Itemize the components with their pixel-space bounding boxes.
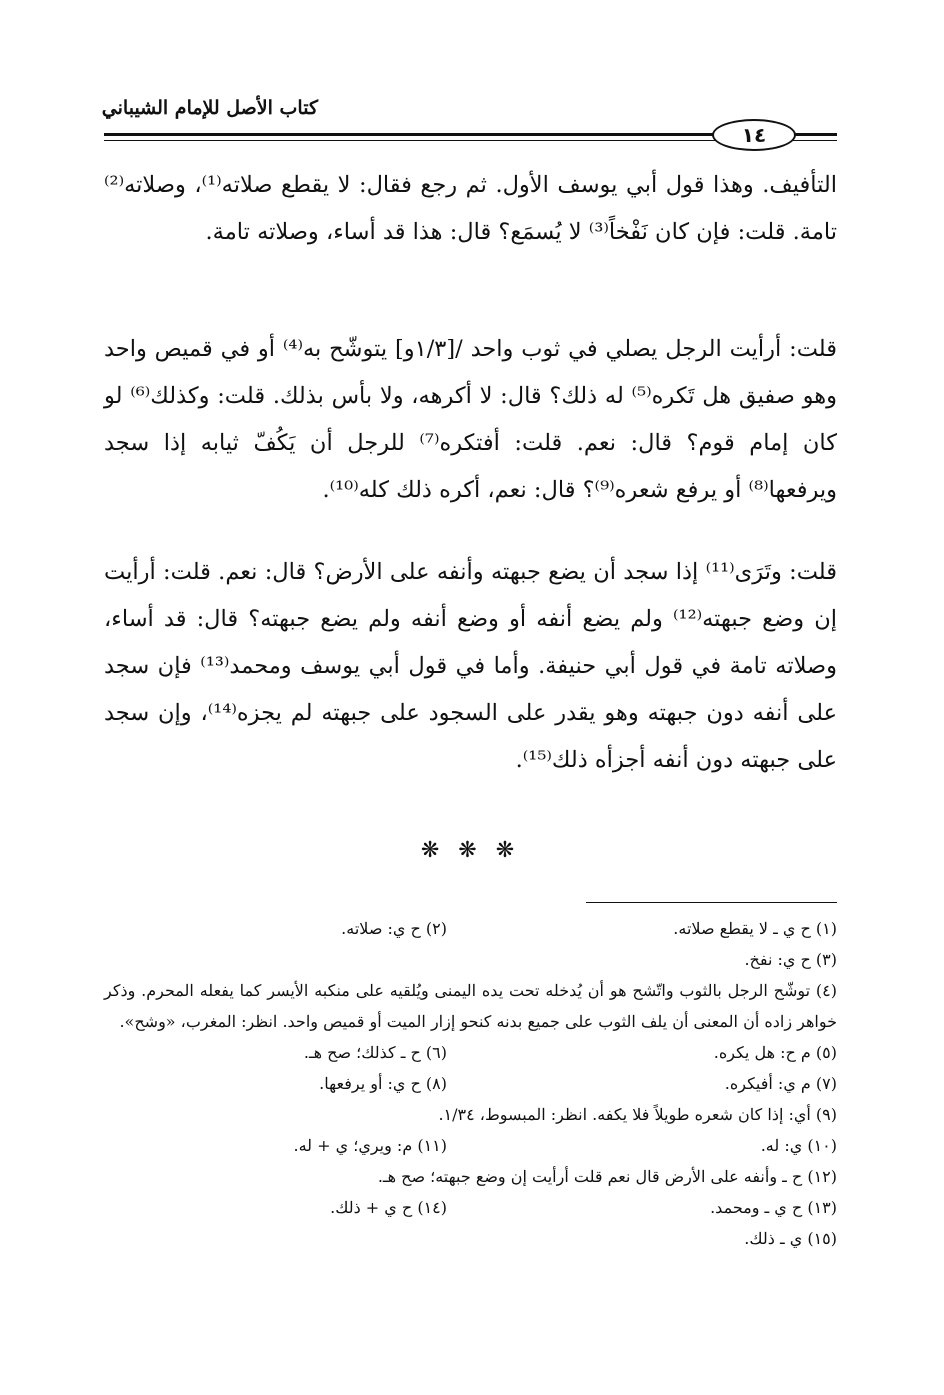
footnote-13: (١٣) ح ي ـ ومحمد. xyxy=(710,1198,837,1217)
footnote-row xyxy=(104,913,837,944)
paragraph-text: قلت: أرأيت الرجل يصلي في ثوب واحد /[١/٣و] يتوشّح به⁽⁴⁾ أو في قميص واحد وهو صفيق هل تَكره⁽⁵⁾ له ذلك؟ قال: لا أكرهه، ولا بأس بذلك. قلت: وكذلك⁽⁶⁾ لو كان إمام قوم؟ قال: نعم. قلت: أفتكره⁽⁷⁾ للرجل أن يَكُفّ ثيابه إذا سجد ويرفعها⁽⁸⁾ أو يرفع شعره⁽⁹⁾؟ قال: نعم، أكره ذلك كله⁽¹⁰⁾. xyxy=(104,336,837,503)
footnote-4: (٤) توشّح الرجل بالثوب واتّشح هو أن يُدخله تحت يده اليمنى ويُلقيه على منكبه الأيسر كما يفعله المحرم. وذكر خواهر زاده أن المعنى أن يلف الثوب على جميع بدنه كنحو إزار الميت أو قميص واحد. انظر: المغرب، «وشح». xyxy=(104,981,837,1031)
footnote-6: (٦) ح ـ كذلك؛ صح هـ. xyxy=(303,1043,447,1062)
paragraph-text: التأفيف. وهذا قول أبي يوسف الأول. ثم رجع فقال: لا يقطع صلاته⁽¹⁾، وصلاته⁽²⁾ تامة. قلت: فإن كان نَفْخاً⁽³⁾ لا يُسمَع؟ قال: هذا قد أساء، وصلاته تامة. xyxy=(104,172,838,245)
paragraph-text: قلت: وتَرَى⁽¹¹⁾ إذا سجد أن يضع جبهته وأنفه على الأرض؟ قال: نعم. قلت: أرأيت إن وضع جبهته⁽¹²⁾ ولم يضع أنفه أو وضع أنفه ولم يضع جبهته؟ قال: قد أساء، وصلاته تامة في قول أبي حنيفة. وأما في قول أبي يوسف ومحمد⁽¹³⁾ فإن سجد على أنفه دون جبهته وهو يقدر على السجود على جبهته لم يجزه⁽¹⁴⁾، وإن سجد على جبهته دون أنفه أجزأه ذلك⁽¹⁵⁾. xyxy=(104,559,837,773)
body-paragraph-3 xyxy=(104,549,837,784)
footnote-14: (١٤) ح ي + ذلك. xyxy=(330,1198,447,1217)
footnote-9: (٩) أي: إذا كان شعره طويلاً فلا يكفه. انظر: المبسوط، ١/٣٤. xyxy=(438,1105,837,1124)
footnote-row xyxy=(104,944,837,975)
body-paragraph-2 xyxy=(104,326,837,514)
footnote-11: (١١) م: ويري؛ ي + له. xyxy=(293,1136,447,1155)
footnote-3: (٣) ح ي: نفخ. xyxy=(744,950,837,969)
footnote-1: (١) ح ي ـ لا يقطع صلاته. xyxy=(673,919,837,938)
running-title: كتاب الأصل للإمام الشيباني xyxy=(101,97,318,119)
footnote-2: (٢) ح ي: صلاته. xyxy=(341,919,447,938)
page-number-badge xyxy=(712,119,796,151)
footnotes xyxy=(104,913,837,1254)
footnote-8: (٨) ح ي: أو يرفعها. xyxy=(319,1074,447,1093)
footnote-row xyxy=(104,1192,837,1223)
footnote-15: (١٥) ي ـ ذلك. xyxy=(744,1229,837,1248)
footnote-row xyxy=(104,1130,837,1161)
footnote-separator xyxy=(586,902,837,903)
footnote-12: (١٢) ح ـ وأنفه على الأرض قال نعم قلت أرأيت إن وضع جبهته؛ صح هـ. xyxy=(377,1167,837,1186)
footnote-10: (١٠) ي: له. xyxy=(760,1136,837,1155)
footnote-row xyxy=(104,1037,837,1068)
page-number: ١٤ xyxy=(741,123,767,147)
section-divider: ❋ ❋ ❋ xyxy=(420,838,521,863)
body-paragraph-1 xyxy=(104,162,837,256)
footnote-7: (٧) م ي: أفيكره. xyxy=(724,1074,837,1093)
footnote-row xyxy=(104,1068,837,1099)
footnote-5: (٥) م ح: هل يكره. xyxy=(713,1043,837,1062)
